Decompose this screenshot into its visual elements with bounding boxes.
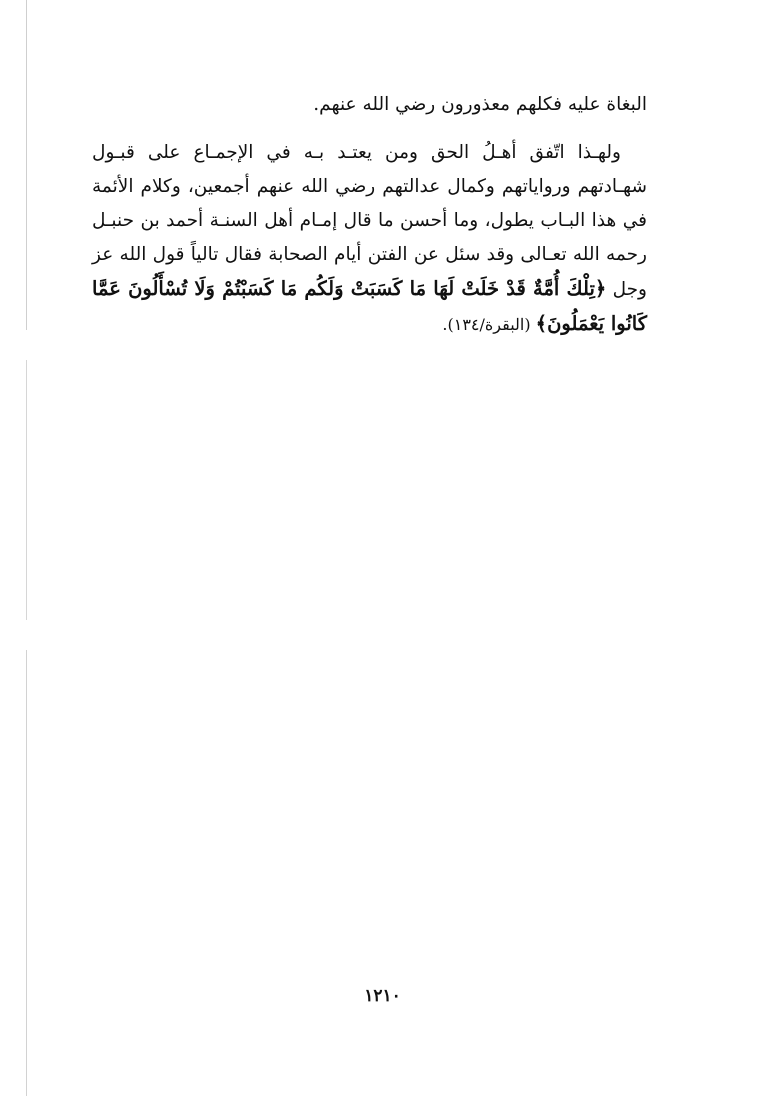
verse-reference: (البقرة/١٣٤).: [442, 315, 536, 334]
quran-verse: ﴿تِلْكَ أُمَّةٌ قَدْ خَلَتْ لَهَا مَا كَسَبَتْ وَلَكُم مَا كَسَبْتُمْ وَلَا تُسْأَلُونَ عَمَّا كَانُوا يَعْمَلُونَ﴾: [92, 277, 647, 335]
page-number: ١٢١٠: [364, 986, 401, 1006]
paragraph-1: [92, 88, 647, 122]
paragraph-2-text: ولهـذا اتّفق أهـلُ الحق ومن يعتـد بـه في الإجمـاع على قبـول شهـادتهم وروایاتهم وكمال عدالتهم رضي الله عنهم أجمعين، وكلام الأئمة في هذا البـاب يطول، وما أحسن ما قال إمـام أهل السنـة أحمد بن حنبـل رحمه الله تعـالى وقد سئل عن الفتن أيام الصحابة فقال تالياً قول الله عز وجل: [92, 142, 647, 300]
paragraph-1-text: البغاة عليه فكلهم معذورون رضي الله عنهم.: [313, 94, 647, 115]
page-body: [92, 88, 647, 342]
paragraph-2: [92, 136, 647, 342]
scan-edge-line: [26, 0, 27, 1096]
